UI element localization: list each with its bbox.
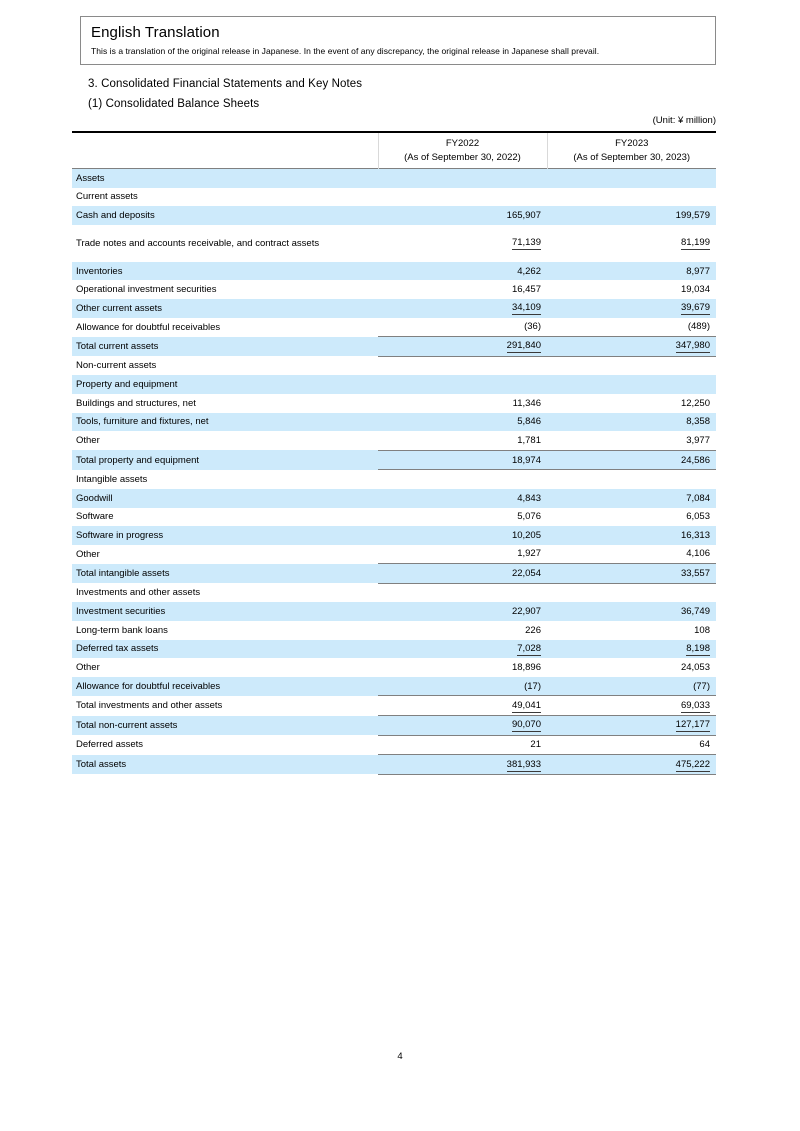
row-value-fy2023 [547,356,716,375]
row-value-fy2023: 12,250 [680,397,710,409]
row-label: Investments and other assets [76,587,201,599]
row-value-fy2022: 4,843 [378,489,547,508]
fy2023-as-of: (As of September 30, 2023) [573,151,691,163]
consolidated-balance-sheet-table [72,131,716,775]
row-value-fy2022 [378,337,547,357]
table-row [72,225,716,262]
row-value-fy2023: (489) [687,321,710,333]
row-value-fy2022 [378,299,547,318]
row-value-fy2023: 64 [547,735,716,755]
table-row [72,640,716,659]
row-value-fy2023: 36,749 [547,602,716,621]
row-value-fy2023: 8,358 [547,413,716,432]
row-label: Buildings and structures, net [76,397,196,409]
row-value-fy2022: 226 [525,624,541,636]
row-value-fy2022: 4,262 [378,262,547,281]
row-value-fy2023: 19,034 [680,284,710,296]
table-row [72,280,716,299]
row-label: Total assets [72,755,378,775]
row-value-fy2022: 10,205 [378,526,547,545]
row-label: Other [76,435,100,447]
table-row [72,677,716,696]
row-value-fy2022 [378,716,547,736]
row-value-fy2023: 33,557 [547,564,716,584]
row-value-fy2023 [547,696,716,716]
row-label: Total non-current assets [72,716,378,736]
row-value-fy2023 [547,337,716,357]
row-label: Tools, furniture and fixtures, net [72,413,378,432]
row-value-fy2022 [378,356,547,375]
row-value-fy2022: 16,457 [511,284,541,296]
section-heading: 3. Consolidated Financial Statements and Key Notes [88,78,363,90]
row-label: Other current assets [72,299,378,318]
value-text: 71,139 [511,237,541,249]
row-value-fy2023: 24,053 [680,662,710,674]
fy2022-year: FY2022 [445,138,480,149]
row-value-fy2023 [547,169,716,188]
row-value-fy2022 [378,169,547,188]
row-value-fy2023 [547,755,716,775]
row-label: Assets [72,169,378,188]
row-value-fy2022: 165,907 [378,206,547,225]
table-row [72,206,716,225]
table-row-subtotal [72,696,716,716]
table-row-total [72,755,716,775]
value-text: 347,980 [675,340,710,352]
table-row-subtotal [72,450,716,470]
row-label: Software [76,511,114,523]
row-value-fy2022 [378,640,547,659]
row-value-fy2023: 8,977 [547,262,716,281]
row-value-fy2022 [378,583,547,602]
row-label: Deferred assets [76,739,144,751]
row-value-fy2023 [547,470,716,489]
row-label: Trade notes and accounts receivable, and contract assets [76,237,320,249]
value-text: 291,840 [506,340,541,352]
table-header-row [72,133,716,169]
table-row [72,735,716,755]
row-label: Software in progress [72,526,378,545]
value-text: 7,028 [517,642,541,654]
value-text: 127,177 [675,719,710,731]
row-value-fy2023: 16,313 [547,526,716,545]
table-row [72,413,716,432]
table-row [72,299,716,318]
row-value-fy2022: (17) [378,677,547,696]
page-number: 4 [397,1051,403,1062]
table-row [72,188,716,207]
row-value-fy2023 [547,716,716,736]
table-row-subtotal [72,716,716,736]
table-row [72,602,716,621]
column-header-fy2022 [378,133,547,169]
row-label: Goodwill [72,489,378,508]
value-text: 39,679 [680,302,710,314]
table-row-subtotal [72,337,716,357]
row-value-fy2022 [378,470,547,489]
table-row [72,583,716,602]
row-value-fy2022: 5,846 [378,413,547,432]
value-text: 475,222 [675,758,710,770]
row-label: Current assets [76,191,138,203]
column-header-fy2023 [547,133,716,169]
row-value-fy2023: 4,106 [686,548,710,560]
table-row [72,318,716,337]
row-value-fy2023 [547,299,716,318]
row-label: Total current assets [72,337,378,357]
row-value-fy2022 [378,225,547,262]
row-value-fy2023: 6,053 [686,511,710,523]
table-row [72,356,716,375]
row-value-fy2022: 1,927 [517,548,541,560]
translation-notice-text: This is a translation of the original release in Japanese. In the event of any discrepancy, the original release in Japanese shall prevail. [91,46,600,56]
row-value-fy2022: 22,054 [378,564,547,584]
row-value-fy2022: 18,896 [511,662,541,674]
row-value-fy2022: 22,907 [378,602,547,621]
row-value-fy2023: (77) [547,677,716,696]
table-row [72,508,716,527]
row-value-fy2023: 199,579 [547,206,716,225]
table-row [72,526,716,545]
table-row [72,169,716,188]
row-label: Inventories [72,262,378,281]
row-value-fy2022: 21 [378,735,547,755]
row-label: Allowance for doubtful receivables [72,677,378,696]
value-text: 69,033 [680,699,710,711]
row-label: Deferred tax assets [72,640,378,659]
row-value-fy2023 [547,583,716,602]
table-row [72,431,716,450]
value-text: 381,933 [506,758,541,770]
row-label: Allowance for doubtful receivables [76,321,221,333]
row-value-fy2023 [547,188,716,207]
row-label: Long-term bank loans [76,624,168,636]
row-value-fy2022: 1,781 [517,434,541,446]
value-text: 81,199 [680,237,710,249]
table-row [72,545,716,564]
value-text: 90,070 [511,719,541,731]
row-value-fy2023: 24,586 [547,450,716,470]
translation-notice-box [80,16,716,65]
unit-note: (Unit: ¥ million) [652,115,716,126]
row-value-fy2023 [547,225,716,262]
value-text: 8,198 [686,642,710,654]
row-label: Investment securities [72,602,378,621]
row-value-fy2022 [378,188,547,207]
row-value-fy2022 [378,696,547,716]
table-row [72,658,716,677]
row-value-fy2023: 3,977 [686,434,710,446]
row-value-fy2022: 11,346 [512,397,541,409]
row-value-fy2022 [378,375,547,394]
table-row [72,489,716,508]
row-label: Total investments and other assets [76,700,223,712]
row-label: Operational investment securities [76,284,217,296]
row-value-fy2022: 18,974 [378,450,547,470]
value-text: 34,109 [511,302,541,314]
row-label: Cash and deposits [72,206,378,225]
table-row [72,394,716,413]
fy2022-as-of: (As of September 30, 2022) [404,151,521,163]
row-value-fy2023: 108 [694,624,710,636]
row-label: Other [76,662,100,674]
row-value-fy2023 [547,375,716,394]
table-row [72,621,716,640]
row-value-fy2022: 5,076 [517,511,541,523]
row-label: Total intangible assets [72,564,378,584]
table-row-subtotal [72,564,716,584]
value-text: 49,041 [511,699,541,711]
row-label: Total property and equipment [72,450,378,470]
table-row [72,470,716,489]
table-row [72,375,716,394]
row-value-fy2022: (36) [524,321,541,333]
row-label: Property and equipment [72,375,378,394]
subsection-heading: (1) Consolidated Balance Sheets [88,98,260,110]
column-header-item [72,133,378,169]
row-value-fy2023: 7,084 [547,489,716,508]
row-value-fy2023 [547,640,716,659]
row-label: Other [76,548,100,560]
row-label: Non-current assets [76,360,157,372]
row-label: Intangible assets [76,473,148,485]
row-value-fy2022 [378,755,547,775]
fy2023-year: FY2023 [615,138,649,149]
table-row [72,262,716,281]
section-headings [88,74,728,114]
translation-notice-title: English Translation [91,24,220,41]
